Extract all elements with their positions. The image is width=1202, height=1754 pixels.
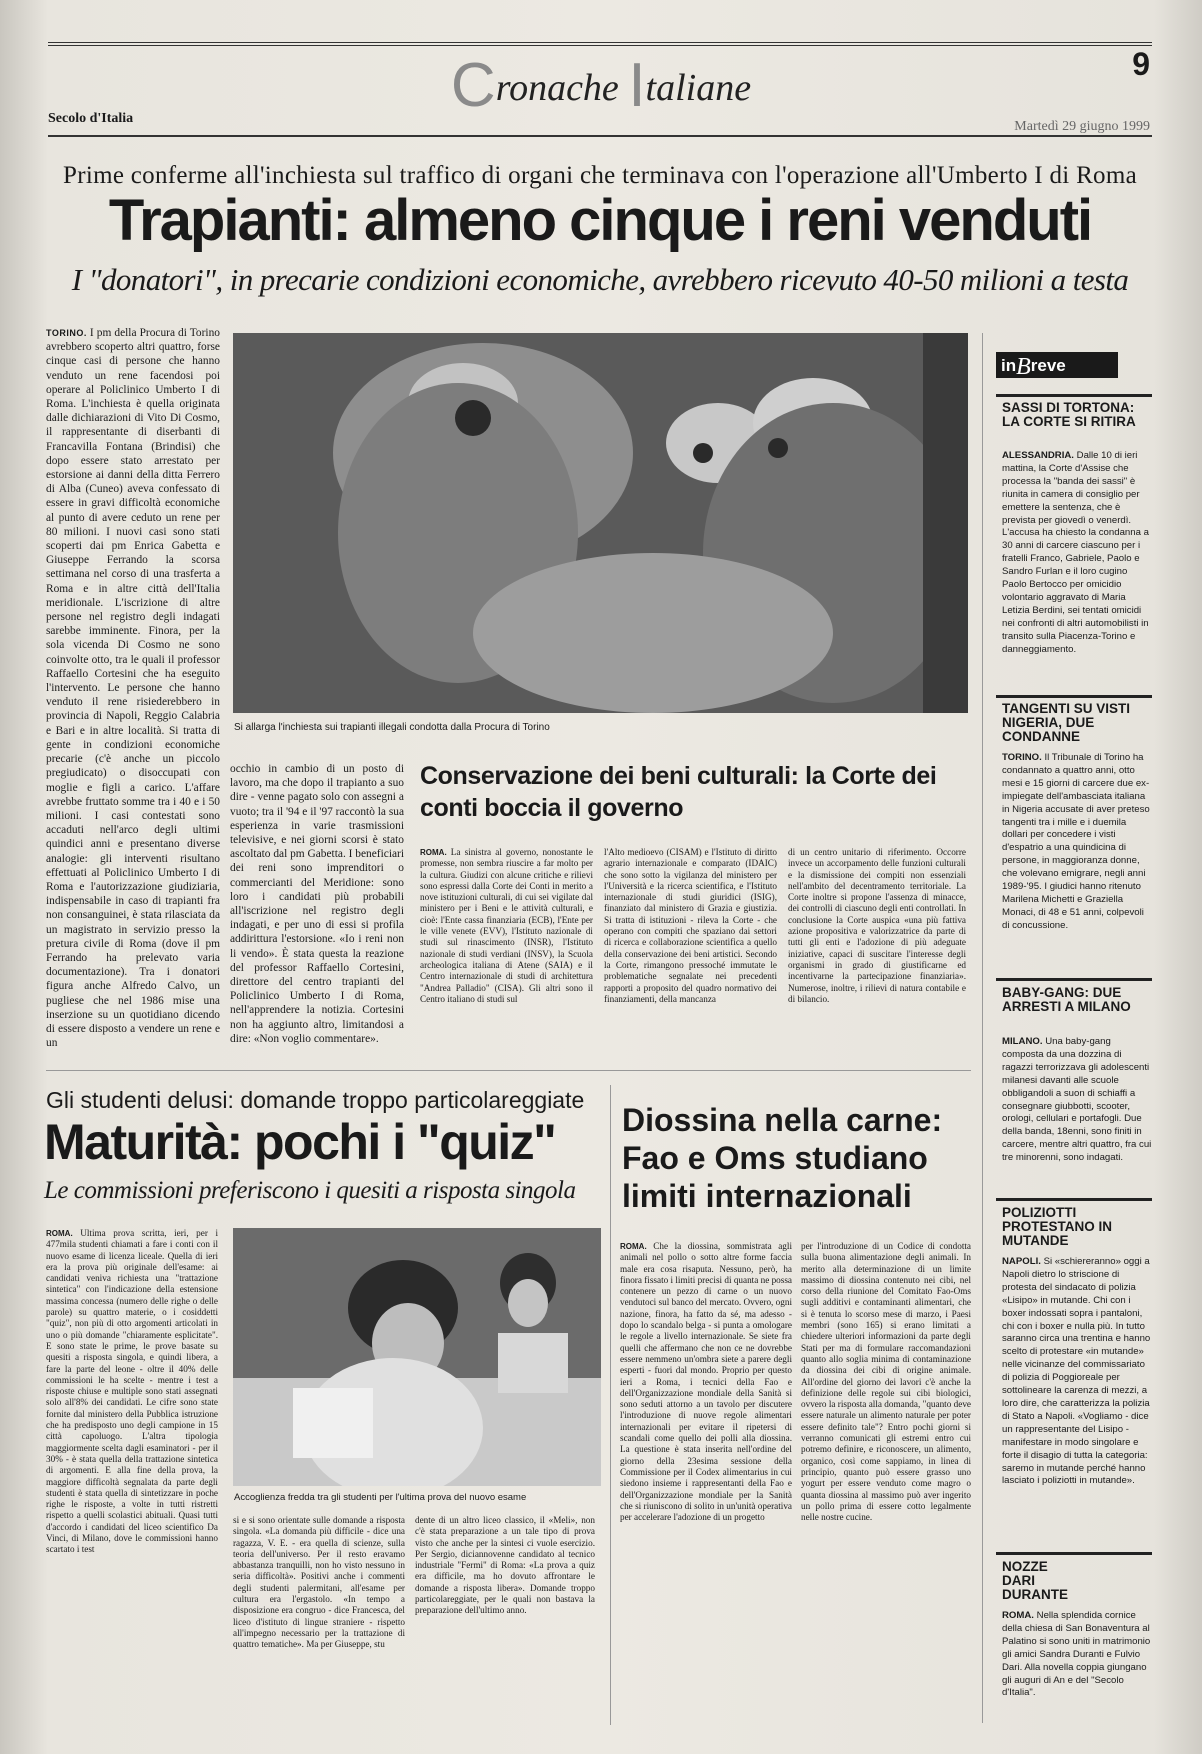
brief-title-4: POLIZIOTTI PROTESTANO IN MUTANDE xyxy=(1002,1205,1113,1248)
brief-rule-1 xyxy=(996,394,1152,397)
lead-text-1: I pm della Procura di Torino avrebbero scoperto altri quattro, forse cinque casi di persone che hanno venduto un rene facendosi poi operare al Policlinico Umberto I di Roma. L'inchiesta è quella originata dalle dichiarazioni di Vito Di Cosmo, il rappresentante di diserbanti di Francavilla Fontana (Brindisi) che dopo essere stato arrestato per estorsione ai danni della ditta Ferrero di Alba (Cuneo) aveva confessato di essere in gravi difficoltà economiche al punto di avere ceduto un rene per 80 milioni. I nuovi casi sono stati scoperti dai pm Enrica Gabetta e Giuseppe Ferrando la scorsa settimana nel corso di una trasferta a Roma e in altre città dell'Italia meridionale. L'iscrizione di altre persone nel registro degli indagati sarebbe imminente. Finora, per la sola vicenda Di Cosmo ne sono coinvolte otto, tra le quali il professor Raffaello Cortesini che ha eseguito l'intervento. Le persone che hanno venduto il rene risiederebbero in provincia di Napoli, Reggio Calabria e Bari e in altre località. Si tratta di gente in condizioni economiche precarie (c'è anche un piccolo pregiudicato) o disoccupati con moglie e figli a carico. L'affare avrebbe fruttato somme tra i 40 e i 50 milioni. I casi contestati sono accaduti nell'arco degli ultimi quindici anni e presentano diverse analogie: gli interventi risultano effettuati al Policlinico Umberto I di Roma e l'autorizzazione giudiziaria, indispensabile in caso di trapianti fra non consanguinei, è stata rilasciata da un magistrato in servizio presso la pretura civile di Roma (dove il pm Ferrando ha prelevato varia documentazione). Tra i donatori figura anche Alfredo Calvo, un pugliese che nel 1986 mise una inserzione su un quotidiano dicendo di essere disposto a vendere un rene e un xyxy=(46,327,220,1050)
section-title xyxy=(0,50,1202,121)
brief-body-1 xyxy=(1002,450,1152,690)
in-breve-in: in xyxy=(1001,356,1017,375)
lead-subhead: I "donatori", in precarie condizioni economiche, avrebbero ricevuto 40-50 milioni a testa xyxy=(71,262,1129,297)
surgery-photo xyxy=(233,333,968,713)
culture-headline: Conservazione dei beni culturali: la Corte dei conti boccia il governo xyxy=(420,762,937,822)
in-breve-header xyxy=(996,352,1118,378)
brief-rule-4 xyxy=(996,1198,1152,1201)
section-divider xyxy=(46,1070,971,1071)
lead-overline: Prime conferme all'inchiesta sul traffico di organi che terminava con l'operazione all'Umberto I di Roma xyxy=(63,162,1137,189)
brief-rule-3 xyxy=(996,978,1152,981)
school-text-1: Ultima prova scritta, ieri, per i 477mila studenti chiamati a fare i conti con il nuovo esame di licenza liceale. Quella di ieri era la prova più originale dell'esame: ai candidati veniva richiesta una "trattazione sintetica" con l'indicazione della estensione massima concessa (numero delle righe o delle parole) su quattro materie, o i cosiddetti "quiz", non più di otto argomenti articolati in uno o più domande "chiaramente esplicitate". E sono state le prime, le prove basate su quesiti a risposta singola, e quindi libera, a fare la parte del leone - oltre il 40% delle commissioni le ha scelte - mentre i test a risposte chiuse e multiple sono stati assegnati solo all'8% dei candidati. Le cifre sono state fornite dal ministero della Pubblica istruzione che ha predisposto uno degli campione in 15 città capoluogo. L'altra tipologia maggiormente scelta dagli esaminatori - per il 30% - è stata quella della trattazione sintetica di argomenti. E alla fine della prova, la maggiore difficoltà segnalata da parte degli studenti è stata quella di sintetizzare in poche righe le risposte, a volte in tutti ristretti rispetto a quelli scolastici abituali. Quasi tutti d'accordo i candidati del liceo scientifico Da Vinci, di Milano, dove le commissioni hanno scartato i test xyxy=(46,1228,218,1555)
page-number: 9 xyxy=(1132,46,1150,82)
brief-title-5: NOZZE DARI DURANTE xyxy=(1002,1559,1068,1602)
paper-name: Secolo d'Italia xyxy=(48,111,134,126)
section-title-initial-i: I xyxy=(628,51,646,120)
brief-title-3: BABY-GANG: DUE ARRESTI A MILANO xyxy=(1002,985,1131,1014)
brief-rule-2 xyxy=(996,695,1152,698)
school-headline: Maturità: pochi i "quiz" xyxy=(44,1114,556,1170)
surgery-photo-caption: Si allarga l'inchiesta sui trapianti illegali condotta dalla Procura di Torino xyxy=(234,722,550,733)
dioxin-dateline: ROMA. xyxy=(620,1242,647,1251)
column-divider xyxy=(610,1085,611,1725)
brief-text-1: Dalle 10 di ieri mattina, la Corte d'Assise che processa la "banda dei sassi" è riunita in camera di consiglio per emettere la sentenza, che è prevista per giovedì o venerdì. L'accusa ha chiesto la condanna a 30 anni di carcere ciascuno per i fratelli Franco, Gabriele, Paolo e Sandro Furlan e il loro cugino Paolo Bertocco per omicidio volontario aggravato di Maria Letizia Berdini, sei tentati omicidi nei confronti di altri automobilisti in transito sulla Piacenza-Torino e danneggiamento. xyxy=(1002,450,1149,655)
culture-column-1 xyxy=(420,847,593,1057)
school-column-1 xyxy=(46,1228,218,1724)
brief-body-5 xyxy=(1002,1610,1152,1735)
lead-dateline: TORINO. xyxy=(46,328,87,338)
students-photo xyxy=(233,1228,601,1486)
in-breve-initial: B xyxy=(1016,354,1031,380)
culture-dateline: ROMA. xyxy=(420,848,447,857)
brief-dateline-1: ALESSANDRIA. xyxy=(1002,450,1074,461)
students-photo-illustration xyxy=(233,1228,601,1486)
brief-dateline-5: ROMA. xyxy=(1002,1610,1034,1621)
lead-column-1 xyxy=(46,326,220,1056)
brief-body-2 xyxy=(1002,752,1152,972)
culture-column-3: di un centro unitario di riferimento. Occorre invece un accorpamento delle funzioni culturali e la dismissione dei compiti non essenziali nell'ambito del decentramento territoriale. La Corte inoltre si propone l'assenza di minacce, dei controlli di ciascuno degli enti controllati. In conclusione la Corte auspica «una più fattiva azione propositiva e valorizzatrice da parte di tutti gli enti e l'adozione di più adeguate iniziative, capaci di suscitare l'interesse degli organismi in grado di giustificarne ed incentivarne la partecipazione finanziaria». Numerose, inoltre, i rilievi di natura contabile e di bilancio. xyxy=(788,847,966,1004)
school-column-2: si e si sono orientate sulle domande a risposta singola. «La domanda più difficile - dice una ragazza, V. E. - era quella di scienze, sulla teoria dell'universo. Per il resto eravamo abbastanza tranquilli, non ho visto nessuno in seria difficoltà». Positivi anche i commenti degli studenti palermitani, all'esame per cultura era l'ergastolo. «In tempo a disposizione era congruo - dice Francesca, del liceo d'istituto di lingue straniere - rispetto all'impegno necessario per la trattazione di quattro tematiche». Ma per Giuseppe, stu xyxy=(233,1515,405,1650)
brief-body-4 xyxy=(1002,1256,1152,1546)
issue-date: Martedì 29 giugno 1999 xyxy=(1014,119,1150,134)
dioxin-headline: Diossina nella carne: Fao e Oms studiano limiti internazionali xyxy=(622,1102,943,1214)
culture-text-1: La sinistra al governo, nonostante le promesse, non sembra riuscire a far molto per la cultura. Giudizi con alcune critiche e rilievi sono espressi dalla Corte dei Conti in merito a nove istituzioni culturali, di cui sei vigilate dal ministero per i Beni e le attività culturali, e cioè: l'Ente cassa finanziaria (ECB), l'Ente per le ville venete (EVV), l'Istituto nazionale di studi sul rinascimento (INSR), l'Istituto nazionale di studi verdiani (INSV), la Scuola archeologica italiana di Atene (SAIA) e il Centro internazionale di studi di architettura "Andrea Palladio" (CISA). Gli altri sono il Centro italiano di studi sul xyxy=(420,847,593,1004)
brief-text-5: Nella splendida cornice della chiesa di San Bonaventura al Palatino si sono uniti in matrimonio gli amici Sandra Duranti e Fulvio Dari. Alla novella coppia giungano gli auguri di An e del "Secolo d'Italia". xyxy=(1002,1610,1151,1699)
sidebar-divider xyxy=(982,333,983,1723)
brief-text-2: Il Tribunale di Torino ha condannato a quattro anni, otto mesi e 15 giorni di carcere due ex-impiegate dell'ambasciata italiana in Nigeria accusate di aver preteso tangenti tra i mille e i duemila dollari per concedere i visti d'espatrio a una quindicina di persone, in maggioranza donne, che volevano emigrare, negli anni 1989-'95. I giudici hanno ritenuto Marilena Michetti e Graziella Monaci, di 48 e 51 anni, colpevoli di concussione. xyxy=(1002,752,1150,931)
in-breve-rest: reve xyxy=(1030,356,1066,375)
brief-title-2: TANGENTI SU VISTI NIGERIA, DUE CONDANNE xyxy=(1002,701,1131,744)
school-dateline: ROMA. xyxy=(46,1229,73,1238)
brief-dateline-4: NAPOLI. xyxy=(1002,1256,1041,1267)
dioxin-column-1 xyxy=(620,1241,792,1725)
lead-column-2: occhio in cambio di un posto di lavoro, ma che dopo il trapianto a suo dire - venne pagato solo con assegni a vuoto; tra il '94 e il '97 raccontò la sua esperienza in varie trasmissioni televisive, e nei giorni scorsi è stato ascoltato dal pm Gabetta. I beneficiari dei reni sono imprenditori o commercianti del Meridione: sono loro i candidati più probabili all'iscrizione nel registro degli indagati, e per uno di essi si profila addirittura l'estorsione. «Io i reni non li vendo». È stata questa la reazione del professor Raffaello Cortesini, direttore del centro trapianti del Policlinico Umberto I di Roma, nell'apprendere la notizia. Cortesini non ha aggiunto altro, limitandosi a dire: «Non voglio commentare». xyxy=(230,763,404,1045)
surgery-photo-illustration xyxy=(233,333,968,713)
section-title-part2: taliane xyxy=(645,67,752,109)
top-rule xyxy=(48,42,1152,46)
section-title-initial-c: C xyxy=(450,51,496,120)
brief-dateline-2: TORINO. xyxy=(1002,752,1042,763)
school-subhead: Le commissioni preferiscono i quesiti a risposta singola xyxy=(44,1177,576,1204)
masthead-rule xyxy=(48,135,1152,137)
school-overline: Gli studenti delusi: domande troppo particolareggiate xyxy=(46,1087,585,1113)
brief-text-3: Una baby-gang composta da una dozzina di ragazzi terrorizzava gli adolescenti milanesi davanti alle scuole obbligandoli a suon di schiaffi a consegnare giubbotti, scooter, orologi, cellulari e portafogli. Due della banda, 18enni, sono finiti in carcere, mentre altri quattro, fra cui tre minorenni, sono indagati. xyxy=(1002,1036,1152,1164)
brief-title-1: SASSI DI TORTONA: LA CORTE SI RITIRA xyxy=(1002,400,1136,429)
brief-dateline-3: MILANO. xyxy=(1002,1036,1043,1047)
brief-rule-5 xyxy=(996,1552,1152,1555)
lead-headline: Trapianti: almeno cinque i reni venduti xyxy=(108,188,1092,253)
school-column-3: dente di un altro liceo classico, il «Meli», non c'è stata preparazione a un tale tipo di prova visto che anche per la sintesi ci vuole esercizio. Per Sergio, diciannovenne candidato al tecnico industriale "Fermi" di Roma: «La prova a quiz era difficile, ma ho dovuto affrontare le domande a risposta libera». Domande troppo particolareggiate, per le quali non bastava la preparazione dell'ultimo anno. xyxy=(415,1515,595,1616)
section-title-part1: ronache xyxy=(495,67,629,109)
culture-column-2: l'Alto medioevo (CISAM) e l'Istituto di diritto agrario internazionale e comparato (IDAIC) che sono sotto la vigilanza del ministero per l'Università e la ricerca scientifica, e l'Istituto internazionale di studi giuridici (ISIG), finanziato dal ministero di Grazia e giustizia. Si tratta di istituzioni - rileva la Corte - che operano con compiti che spaziano dai settori di ricerca e collaborazione scientifica a quello della conservazione dei beni artistici. Secondo la Corte, rimangono pressoché immutate le problematiche segnalate nei precedenti rapporti a proposito del quadro normativo dei finanziamenti, della mancanza xyxy=(604,847,777,1004)
brief-text-4: Si «schiereranno» oggi a Napoli dietro lo striscione di protesta del sindacato di polizia «Lisipo» in mutande. Chi con i boxer indossati sopra i pantaloni, chi con i boxer e nulla più. In tutto saranno circa una trentina e hanno scelto di protestare «in mutande» nelle vicinanze del commissariato di polizia di Poggioreale per sottolineare la carenza di mezzi, a loro dire, che caratterizza la polizia di Stato a Napoli. «Vogliamo - dice un rappresentante del Lisipo - manifestare in modo singolare e forte il disagio di tutta la categoria: saremo in mutande perché hanno lasciato i poliziotti in mutande». xyxy=(1002,1256,1151,1487)
dioxin-text-1: Che la diossina, sommistrata agli animali nel pollo o sotto altre forme faccia male era cosa risaputa. Nessuno, però, ha finora fissato i limiti precisi di quanta ne possa contenere un pezzo di carne o un nuovo vendutoci sul banco del mercato. Ovvero, ogni nazione, finora, ha fatto da sé, ma adesso - dopo lo scandalo belga - si punta a omologare le regole a livello internazionale. Se siete fra quelli che affermano che non ce ne dovrebbe essere nemmeno un'ombra siete a parere degli esperti - fuori dal mondo. Proprio per questo ieri a Roma, i tecnici della Fao e dell'Organizzazione mondiale della Sanità si sono seduti attorno a un tavolo per discutere l'introduzione di nuove regole alimentari internazionali per evitare il ripetersi di scandali come quello dei polli alla diossina. La questione è stata inserita nell'ordine del giorno della 23esima sessione della Commissione per il Codex alimentarius in cui siedono insieme i rappresentanti della Fao e dell'Organizzazione mondiale per la Sanità che si riuniscono di solito in un'unità operativa per accelerare l'adozione di un progetto xyxy=(620,1241,792,1523)
students-photo-caption: Accoglienza fredda tra gli studenti per l'ultima prova del nuovo esame xyxy=(234,1492,527,1503)
dioxin-column-2: per l'introduzione di un Codice di condotta sulla buona alimentazione degli animali. In merito alla determinazione di un limite massimo di diossina contenuto nei cibi, nel corso della riunione del Comitato Fao-Oms sugli additivi e contaminanti alimentari, che si è tenuta lo scorso mese di marzo, i Paesi membri (sono 165) si erano limitati a chiedere ulteriori informazioni da parte degli Stati per ma di formulare raccomandazioni quanto allo soglia minima di contaminazione da diossina dei cibi di origine animale. All'ordine del giorno dei lavori c'è anche la definizione delle regole sui cibi biologici, ovvero la risposta alla domanda, "quanto deve essere naturale un alimento naturale per poter essere definito tale"? Entro pochi giorni si verranno comunicati gli estremi entro cui potremo definire, e riconoscere, un alimento, organico, così come sappiamo, in linea di principio, quanto può essere grasso uno yogurt per essere venduto come magro o quanta diossina al massimo può aver ingerito un pollo prima di essere cotto legalmente nelle nostre cucine. xyxy=(801,1241,971,1523)
